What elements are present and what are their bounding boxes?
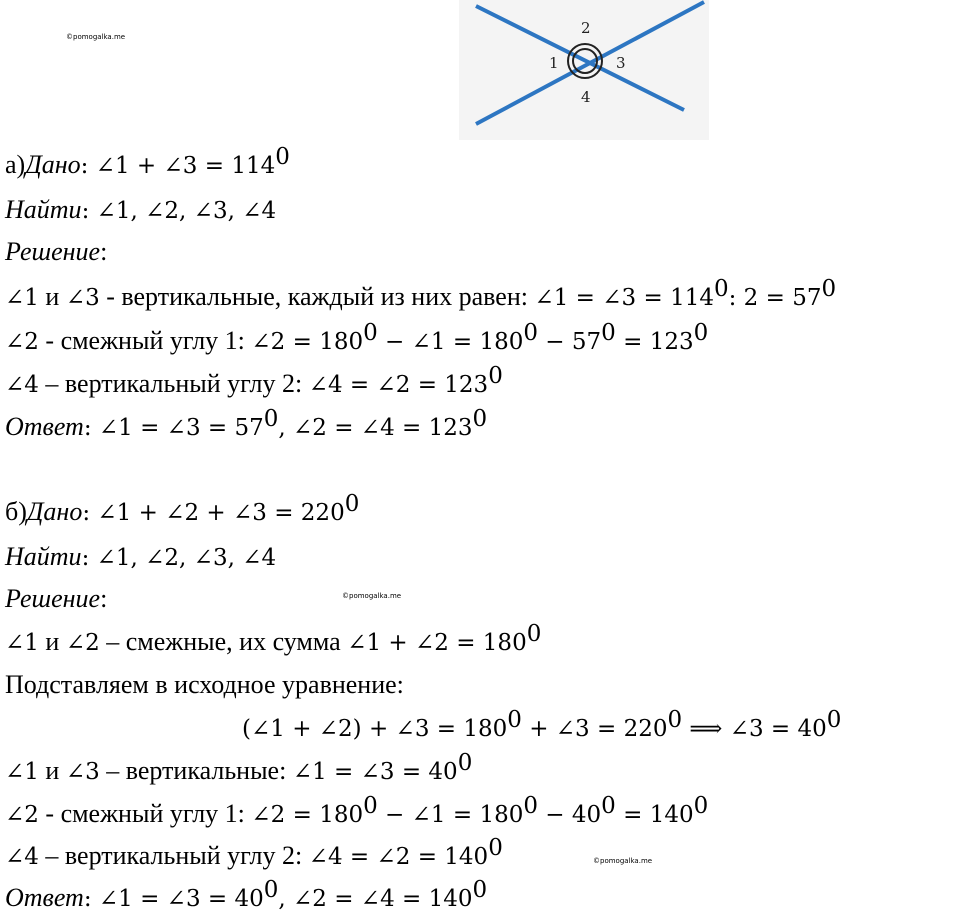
part-b-substitution-text: Подставляем в исходное уравнение: bbox=[5, 670, 404, 699]
part-b-solution-heading: Решение: bbox=[5, 584, 108, 613]
angle-label-1: 1 bbox=[549, 54, 559, 72]
part-b-solution-line-3: ∠2 - смежный углу 1: ∠2 = $180^0$ − ∠1 = $180^0 - 40^0 = 140^0$ bbox=[5, 793, 709, 828]
part-a-solution-line-3: ∠4 – вертикальный углу 2: ∠4 = ∠2 = $123^0$ bbox=[5, 363, 503, 398]
part-b-solution-line-4: ∠4 – вертикальный углу 2: ∠4 = ∠2 = $140^0$ bbox=[5, 835, 503, 870]
part-b-given: б)Дано: ∠1 + ∠2 + ∠3 = $220^0$ bbox=[5, 491, 360, 526]
part-a-solution-line-1: ∠1 и ∠3 - вертикальные, каждый из них равен: ∠1 = ∠3 = $114^0$: $2 = 57^0$ bbox=[5, 276, 837, 311]
angle-label-4: 4 bbox=[581, 88, 591, 106]
part-b-find: Найти: ∠1, ∠2, ∠3, ∠4 bbox=[5, 542, 277, 571]
angle-label-2: 2 bbox=[581, 19, 591, 37]
part-a-solution-heading: Решение: bbox=[5, 237, 108, 266]
part-a-answer: Ответ: ∠1 = ∠3 = $57^0$, ∠2 = ∠4 = $123^0$ bbox=[5, 406, 488, 441]
part-a-solution-line-2: ∠2 - смежный углу 1: ∠2 = $180^0$ − ∠1 = $180^0 - 57^0 = 123^0$ bbox=[5, 320, 709, 355]
part-a-given: а)Дано: ∠1 + ∠3 = $114^0$ bbox=[5, 144, 290, 179]
part-b-equation: (∠1 + ∠2) + ∠3 = $180^0$ + ∠3 = $220^0$ ⟹ ∠3 = $40^0$ bbox=[242, 707, 842, 742]
angle-label-3: 3 bbox=[616, 54, 626, 72]
watermark: ©pomogalka.me bbox=[593, 857, 653, 865]
watermark: ©pomogalka.me bbox=[342, 592, 402, 600]
watermark: ©pomogalka.me bbox=[66, 33, 126, 41]
part-b-solution-line-2: ∠1 и ∠3 – вертикальные: ∠1 = ∠3 = $40^0$ bbox=[5, 750, 473, 785]
line-one bbox=[476, 6, 684, 110]
part-b-answer: Ответ: ∠1 = ∠3 = $40^0$, ∠2 = ∠4 = $140^0$ bbox=[5, 877, 488, 912]
angle-figure bbox=[459, 0, 709, 140]
part-b-solution-line-1: ∠1 и ∠2 – смежные, их сумма ∠1 + ∠2 = $180^0$ bbox=[5, 621, 542, 656]
part-a-find: Найти: ∠1, ∠2, ∠3, ∠4 bbox=[5, 195, 277, 224]
